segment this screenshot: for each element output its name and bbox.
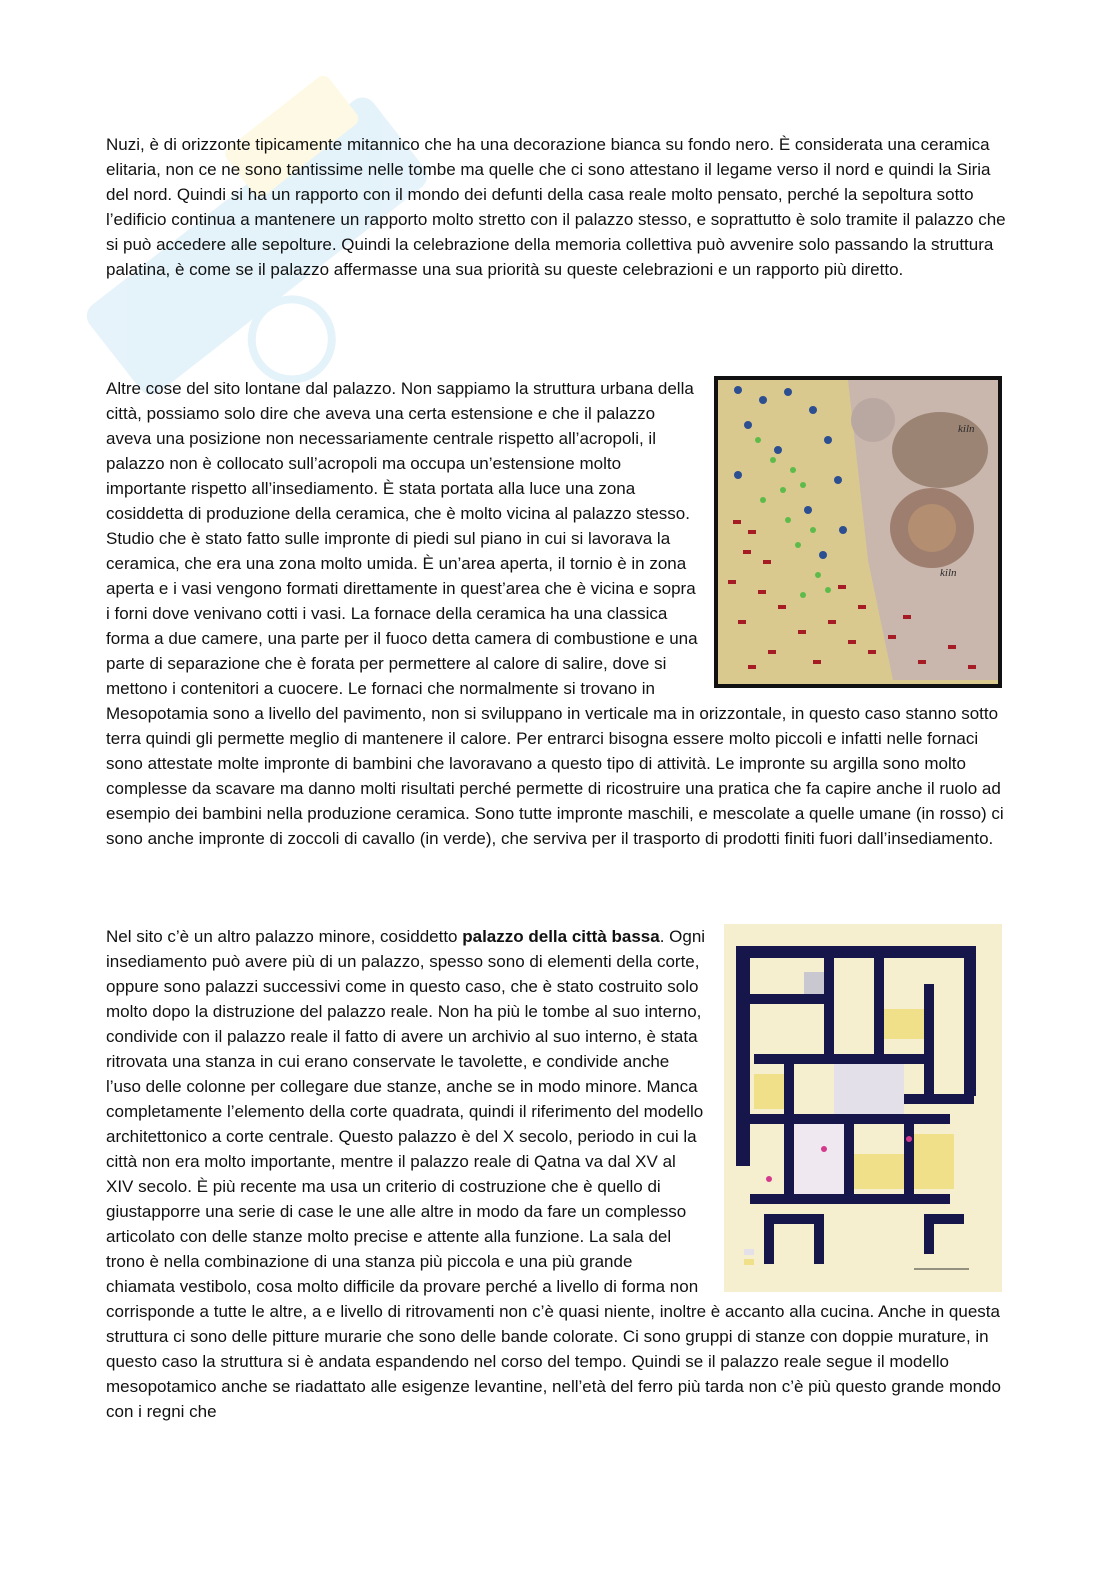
paragraph-3	[106, 924, 1006, 1424]
lower-city-palace-plan-figure	[724, 924, 1002, 1292]
kiln-footprints-figure	[714, 376, 1002, 688]
palace-plan-graphic	[724, 924, 1002, 1292]
paragraph-3-text-a: Nel sito c’è un altro palazzo minore, cosiddetto	[106, 927, 463, 946]
kiln-map-graphic	[718, 380, 998, 684]
paragraph-3-text-b: . Ogni insediamento può avere più di un palazzo, spesso sono di elementi della corte, oppure sono palazzi successivi come in questo caso, che è stato costruito solo molto dopo la distruzione del palazzo reale. Non ha più le tombe al suo interno, condivide con il palazzo reale il fatto di avere un archivio al suo interno, è stata ritrovata una stanza in cui erano conservate le tavolette, e condivide anche l’uso delle colonne per collegare due stanze, anche se in modo minore. Manca completamente l’elemento della corte quadrata, quindi il riferimento del modello architettonico a corte centrale. Questo palazzo è del X secolo, periodo in cui la città non era molto importante, mentre il palazzo reale di Qatna va dal XV al XIV secolo. È più recente ma usa un criterio di costruzione che è quello di giustapporre una serie di case le une alle altre in modo da fare un complesso articolato con delle stanze molto precise e attente alla funzione. La sala del trono è nella combinazione di una stanza più piccola e una più grande chiamata vestibolo, cosa molto difficile da provare perché a livello di forma non corrisponde a tutte le altre, a e livello di ritrovamenti non c’è quasi niente, inoltre è accanto alla cucina. Anche in questa struttura ci sono delle pitture murarie che sono delle bande colorate. Ci sono gruppi di stanze con doppie murature, in questo caso la struttura si è andata espandendo nel corso del tempo. Quindi se il palazzo reale segue il modello mesopotamico anche se riadattato alle esigenze levantine, nell’età del ferro più tarda non c’è più questo grande mondo con i regni che	[106, 927, 1001, 1421]
paragraph-3-bold: palazzo della città bassa	[462, 927, 660, 946]
paragraph-2-text: Altre cose del sito lontane dal palazzo. Non sappiamo la struttura urbana della città, possiamo solo dire che aveva una certa estensione e che il palazzo aveva una posizione non necessariamente centrale rispetto all’acropoli, il palazzo non è collocato sull’acropoli ma occupa un’estensione molto importante rispetto all’insediamento. È stata portata alla luce una zona cosiddetta di produzione della ceramica, che è molto vicina al palazzo stesso. Studio che è stato fatto sulle impronte di piedi sul piano in cui si lavorava la ceramica, che era una zona molto umida. È un’area aperta, il tornio è in zona aperta e i vasi vengono formati direttamente in quest’area che è vicina e sopra i forni dove venivano cotti i vasi. La fornace della ceramica ha una classica forma a due camere, una parte per il fuoco detta camera di combustione e una parte di separazione che è forata per permettere al calore di salire, dove si mettono i contenitori a cuocere. Le fornaci che normalmente si trovano in Mesopotamia sono a livello del pavimento, non si sviluppano in verticale ma in orizzontale, in questo caso stanno sotto terra quindi gli permette meglio di mantenere il calore. Per entrarci bisogna essere molto piccoli e infatti nelle fornaci sono attestate molte impronte di bambini che lavoravano a questo tipo di attività. Le impronte su argilla sono molto complesse da scavare ma danno molti risultati perché permette di ricostruire una pratica che fa capire anche il ruolo ad esempio dei bambini nella produzione ceramica. Sono tutte impronte maschili, e mescolate a quelle umane (in rosso) ci sono anche impronte di zoccoli di cavallo (in verde), che serviva per il trasporto di prodotti finiti fuori dall’insediamento.	[106, 379, 1004, 848]
paragraph-1: Nuzi, è di orizzonte tipicamente mitannico che ha una decorazione bianca su fondo nero. È considerata una ceramica elitaria, non ce ne sono tantissime nelle tombe ma quelle che ci sono attestano il legame verso il nord e quindi la Siria del nord. Quindi si ha un rapporto con il mondo dei defunti della casa reale molto pensato, perché la sepoltura sotto l’edificio continua a mantenere un rapporto molto stretto con il palazzo stesso, e soprattutto è solo tramite il palazzo che si può accedere alle sepolture. Quindi la celebrazione della memoria collettiva può avvenire solo passando la struttura palatina, è come se il palazzo affermasse una sua priorità su queste celebrazioni e un rapporto più diretto.	[106, 135, 1006, 279]
kiln-label-bottom: kiln	[940, 567, 957, 579]
kiln-label-top: kiln	[958, 423, 975, 435]
paragraph-2	[106, 376, 1006, 851]
